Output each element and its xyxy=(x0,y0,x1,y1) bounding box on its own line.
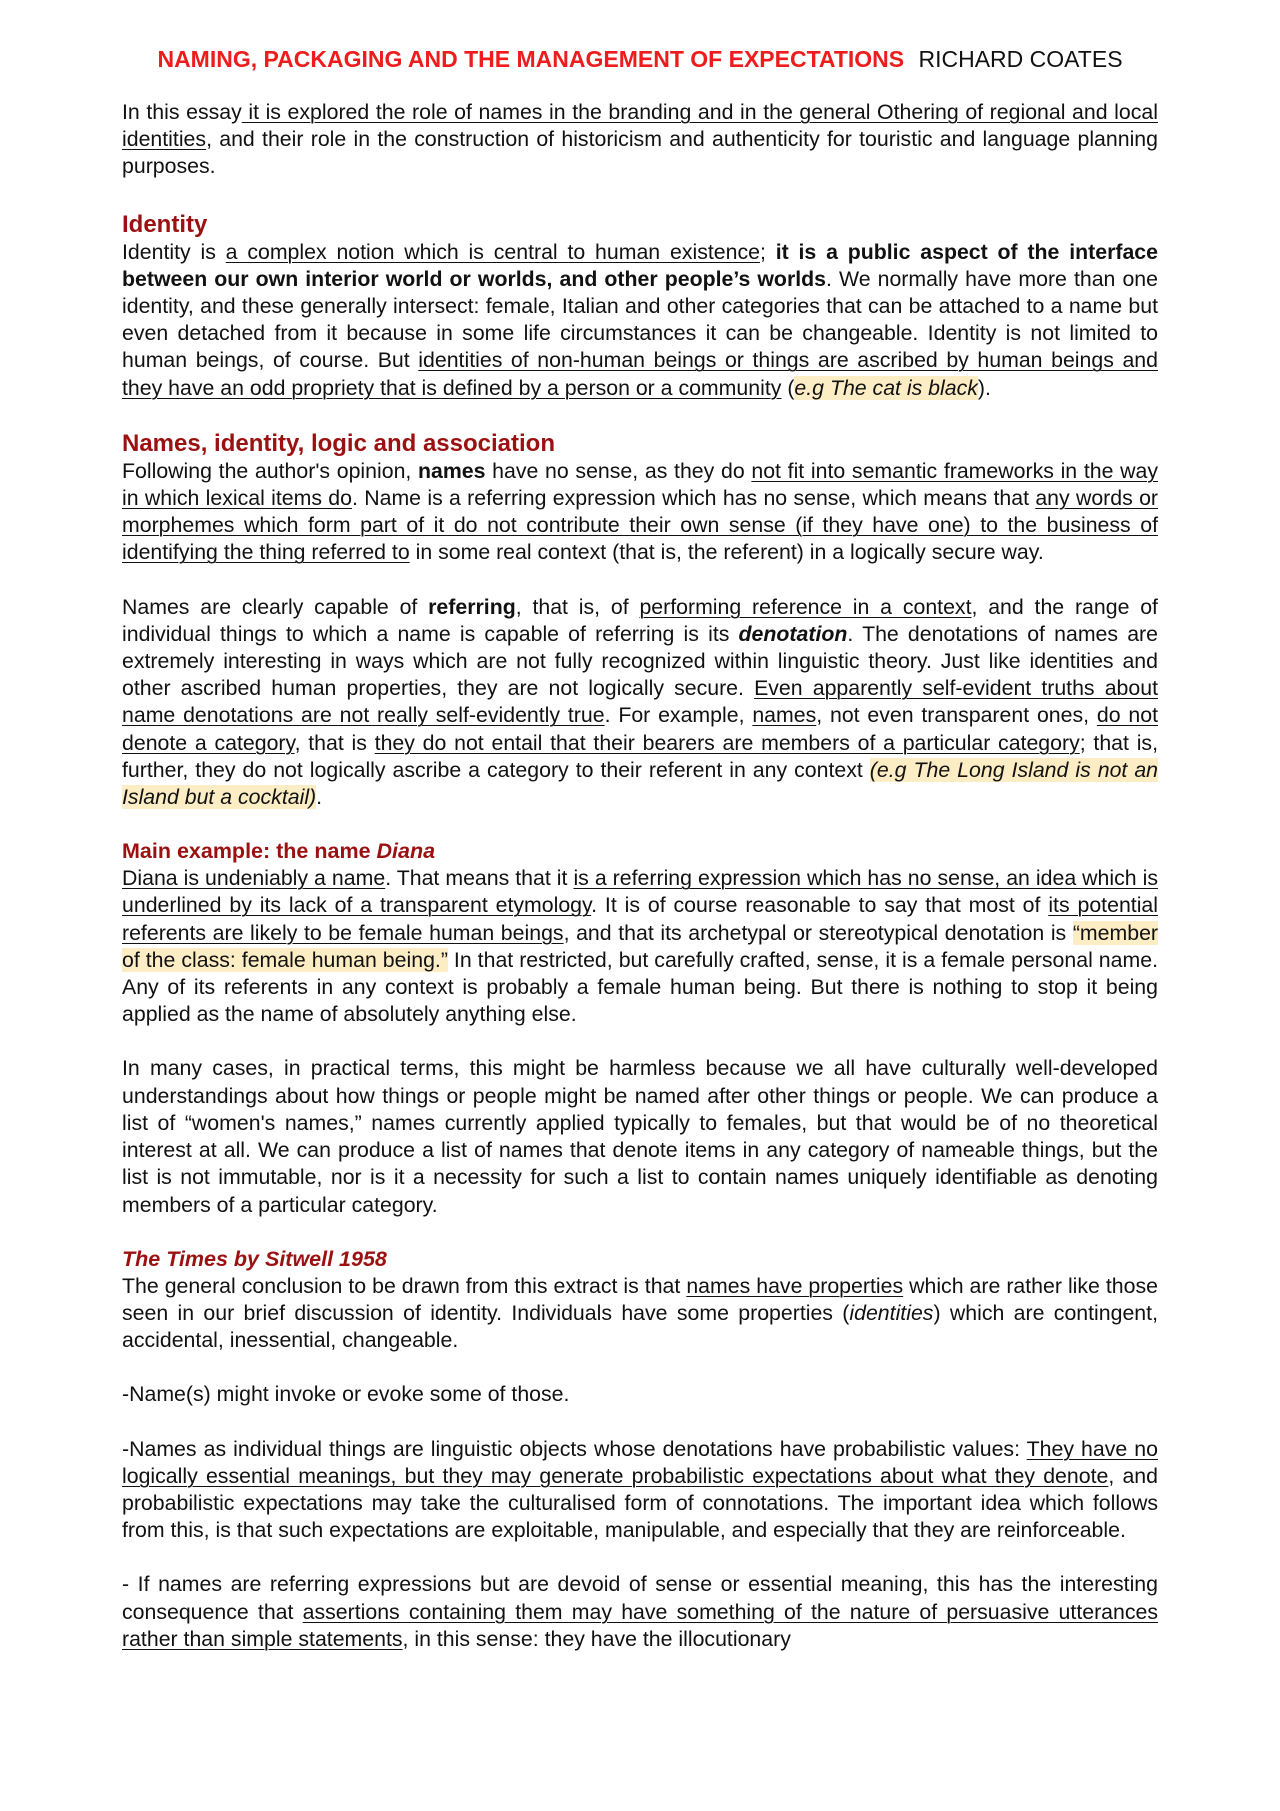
text-run: Identity is xyxy=(122,239,226,264)
document-author: RICHARD COATES xyxy=(918,46,1123,72)
underlined-text: not fit into semantic frameworks in the way in which lexical items do xyxy=(122,458,1158,511)
highlighted-example: e.g The cat is black xyxy=(794,375,978,400)
underlined-text: They have no logically essential meanings, but they may generate probabilistic expectations about what they denote xyxy=(122,1436,1158,1488)
diana-paragraph-2: In many cases, in practical terms, this might be harmless because we all have culturally well-developed understandings about how things or people might be named after other things or people. We can produce a list of “women's names,” names currently applied typically to females, but that would be of no theoretical interest at all. We can produce a list of names that denote items in any category of nameable things, but the list is not immutable, nor is it a necessity for such a list to contain names uniquely identifiable as denoting members of a particular category. xyxy=(122,1056,1158,1217)
text-run: , and the range of individual things to which a name is capable of referring is its xyxy=(122,594,1158,646)
times-paragraph-2: -Name(s) might invoke or evoke some of those. xyxy=(122,1382,570,1407)
names-heading: Names, identity, logic and association xyxy=(122,429,555,457)
text-run: , and that its archetypal or stereotypical denotation is xyxy=(563,920,1073,945)
text-run: , and probabilistic expectations may take the culturalised form of connotations. The important idea which follows from this, is that such expectations are exploitable, manipulable, and especially that they are reinforceable. xyxy=(122,1463,1158,1543)
text-run: -Names as individual things are linguistic objects whose denotations have probabilistic values: xyxy=(122,1436,1027,1461)
bold-italic-text: denotation xyxy=(738,621,848,646)
text-run: ; xyxy=(759,239,776,264)
times-paragraph-4 xyxy=(122,1571,1158,1653)
times-heading: The Times by Sitwell 1958 xyxy=(122,1246,387,1271)
underlined-text: names have properties xyxy=(686,1273,904,1298)
text-run: . xyxy=(316,785,323,810)
text-run: , in this sense: they have the illocutionary xyxy=(402,1626,791,1651)
underlined-text: is a referring expression which has no sense, an idea which is underlined by its lack of a transparent etymology xyxy=(122,866,1159,918)
text-run: , that is, of xyxy=(515,594,640,619)
text-run: , that is xyxy=(294,730,375,755)
text-run: ). xyxy=(977,375,991,400)
times-paragraph-1 xyxy=(122,1273,1158,1355)
text-run: in some real context (that is, the referent) in a logically secure way. xyxy=(409,540,1044,565)
text-run: , and their role in the construction of historicism and authenticity for touristic and language planning purposes. xyxy=(122,127,1158,179)
text-run: which are rather like those seen in our brief discussion of identity. Individuals have some properties ( xyxy=(122,1273,1158,1325)
intro-paragraph xyxy=(122,99,1158,181)
identity-paragraph xyxy=(122,239,1158,402)
underlined-text: it is explored the role of names in the branding and in the general Othering of regional and local identities xyxy=(122,100,1158,152)
bold-text: names xyxy=(418,458,486,483)
underlined-text: any words or morphemes which form part of it do not contribute their own sense (if they have one) to the business of identifying the thing referred to xyxy=(122,486,1159,565)
underlined-text: performing reference in a context xyxy=(639,594,972,619)
bold-text: it is a public aspect of the interface between our own interior world or worlds, and other people’s worlds xyxy=(122,239,1158,291)
text-run: ( xyxy=(781,375,795,400)
identity-heading: Identity xyxy=(122,210,208,238)
underlined-text: identities of non-human beings or things are ascribed by human beings and they have an odd propriety that is defined by a person or a community xyxy=(122,348,1158,400)
times-paragraph-3 xyxy=(122,1436,1158,1545)
underlined-text: its potential referents are likely to be female human beings xyxy=(122,893,1159,945)
text-run: - If names are referring expressions but are devoid of sense or essential meaning, this has the interesting consequence that xyxy=(122,1572,1158,1624)
text-run: . We normally have more than one identity, and these generally intersect: female, Italian and other categories that can be attached to a name but even detached from it because in some life circumstances it can be changeable. Identity is not limited to human beings, of course. But xyxy=(122,266,1158,373)
text-run: . Name is a referring expression which has no sense, which means that xyxy=(352,486,1036,511)
highlighted-example: (e.g The Long Island is not an Island but a cocktail) xyxy=(122,757,1159,810)
heading-text: Main example: the name xyxy=(122,839,377,864)
text-run: . That means that it xyxy=(385,866,574,891)
diana-paragraph-1 xyxy=(122,865,1158,1028)
heading-italic-text: Diana xyxy=(376,839,436,864)
underlined-text: a complex notion which is central to human existence xyxy=(225,239,760,264)
underlined-text: Even apparently self-evident truths about name denotations are not really self-evidently true xyxy=(122,676,1158,728)
text-run: In that restricted, but carefully crafted, sense, it is a female personal name. Any of its referents in any context is probably a female human being. But there is nothing to stop it being applied as the name of absolutely anything else. xyxy=(122,947,1158,1027)
text-run: ) which are contingent, accidental, inessential, changeable. xyxy=(122,1300,1158,1353)
text-run: . For example, xyxy=(604,703,753,728)
underlined-text: Diana is undeniably a name xyxy=(122,866,386,891)
underlined-text: they do not entail that their bearers are members of a particular category xyxy=(374,730,1080,755)
names-paragraph-2 xyxy=(122,594,1158,812)
underlined-text: do not denote a category xyxy=(122,703,1158,755)
text-run: The general conclusion to be drawn from this extract is that xyxy=(122,1273,687,1298)
text-run: . The denotations of names are extremely interesting in ways which are not fully recognized within linguistic theory. Just like identities and other ascribed human properties, they are not logically secure. xyxy=(122,621,1158,701)
text-run: , not even transparent ones, xyxy=(816,703,1097,728)
italic-text: identities xyxy=(849,1300,934,1325)
page-header xyxy=(0,44,1280,74)
text-run: have no sense, as they do xyxy=(485,458,752,483)
document-title: NAMING, PACKAGING AND THE MANAGEMENT OF EXPECTATIONS xyxy=(157,46,905,72)
bold-text: referring xyxy=(428,594,516,619)
underlined-text: names xyxy=(752,703,817,728)
names-paragraph-1 xyxy=(122,458,1158,567)
highlighted-quote: “member of the class: female human being.” xyxy=(122,920,1159,972)
text-run: ; that is, further, they do not logically ascribe a category to their referent in any context xyxy=(122,730,1158,782)
text-run: In this essay xyxy=(122,100,242,124)
underlined-text: assertions containing them may have something of the nature of persuasive utterances rather than simple statements xyxy=(122,1599,1158,1651)
diana-heading xyxy=(122,838,1158,865)
text-run: Following the author's opinion, xyxy=(122,458,419,483)
document-body xyxy=(122,99,1158,1653)
text-run: Names are clearly capable of xyxy=(122,594,429,619)
text-run: . It is of course reasonable to say that most of xyxy=(591,893,1049,918)
